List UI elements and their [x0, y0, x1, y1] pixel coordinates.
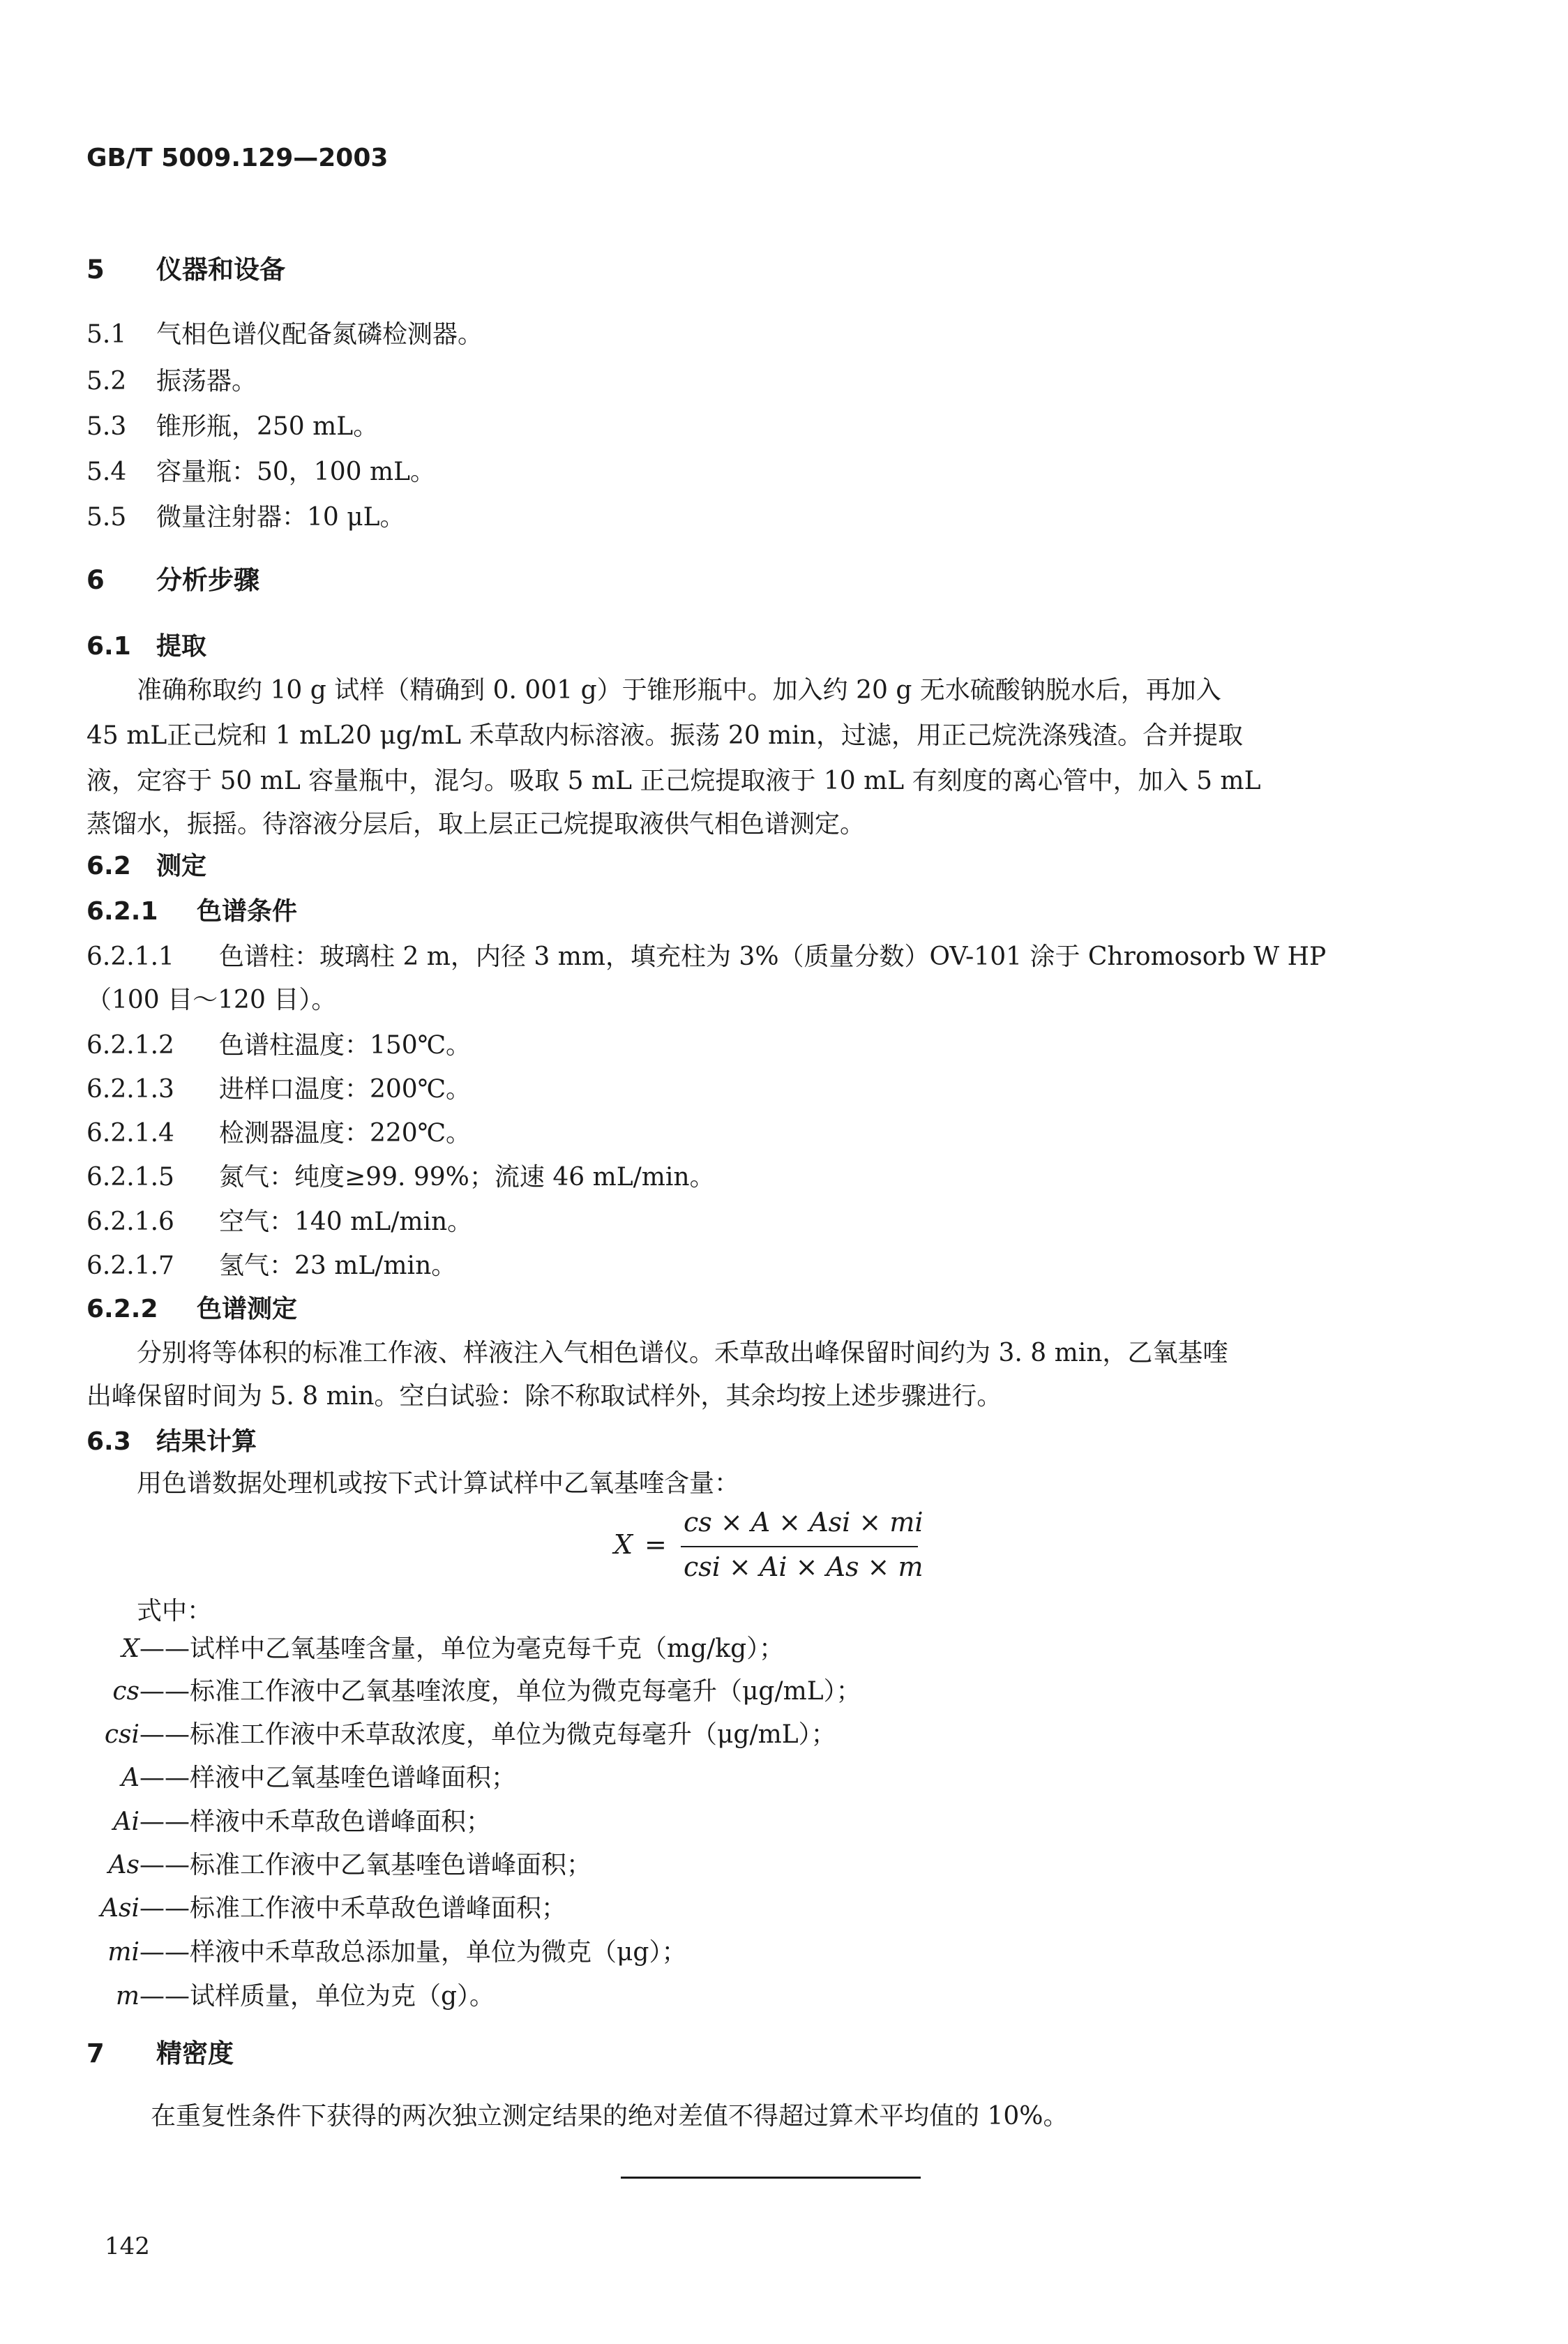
- variable-definition: [56, 1893, 566, 1924]
- variable-description: ——样液中禾草敌总添加量，单位为微克（μg）；: [140, 1938, 687, 1967]
- page-number: 142: [105, 2232, 150, 2260]
- variable-definition: [56, 1807, 491, 1838]
- list-item: [86, 502, 405, 533]
- section-title: 精密度: [156, 2038, 234, 2068]
- item-number: 6.2.1.1: [86, 942, 174, 971]
- item-number: 5.4: [86, 458, 127, 486]
- variable-symbol: csi: [104, 1720, 140, 1749]
- end-rule: [621, 2177, 921, 2179]
- item-number: 6.2.1.4: [86, 1119, 174, 1148]
- section-number: 7: [86, 2038, 105, 2068]
- item-text: 色谱柱：玻璃柱 2 m，内径 3 mm，填充柱为 3%（质量分数）OV-101 涂于 Chromosorb W HP: [219, 942, 1327, 971]
- item-continuation: （100 目～120 目）。: [86, 986, 337, 1014]
- paragraph-line: 蒸馏水，振摇。待溶液分层后，取上层正己烷提取液供气相色谱测定。: [86, 810, 866, 839]
- where-label: 式中：: [137, 1597, 213, 1625]
- paragraph-line: 用色谱数据处理机或按下式计算试样中乙氧基喹含量：: [137, 1469, 740, 1498]
- variable-definition: [56, 1676, 861, 1707]
- variable-definition: [56, 1937, 686, 1968]
- list-item: [86, 942, 1326, 972]
- variable-description: ——标准工作液中乙氧基喹色谱峰面积；: [140, 1851, 592, 1879]
- list-item: [86, 1251, 456, 1282]
- formula-equals: =: [644, 1529, 667, 1560]
- paragraph-line: 在重复性条件下获得的两次独立测定结果的绝对差值不得超过算术平均值的 10%。: [151, 2102, 1069, 2131]
- variable-symbol: Asi: [100, 1894, 140, 1923]
- subsection-number: 6.1: [86, 632, 131, 661]
- variable-symbol: cs: [112, 1677, 140, 1706]
- item-text: 进样口温度：200℃。: [219, 1075, 471, 1104]
- list-item: [86, 1162, 715, 1193]
- variable-description: ——标准工作液中乙氧基喹浓度，单位为微克每毫升（μg/mL）；: [140, 1677, 861, 1706]
- section-6-heading: [86, 565, 259, 596]
- item-number: 5.2: [86, 367, 127, 396]
- item-text: 氢气：23 mL/min。: [219, 1252, 457, 1280]
- list-item: [86, 1207, 472, 1238]
- paragraph-line: 45 mL正己烷和 1 mL20 μg/mL 禾草敌内标溶液。振荡 20 min，过滤，用正己烷洗涤残渣。合并提取: [86, 721, 1243, 750]
- item-text: 检测器温度：220℃。: [219, 1119, 471, 1148]
- formula-numerator: cs × A × Asi × mi: [684, 1507, 924, 1538]
- item-text: 色谱柱温度：150℃。: [219, 1031, 471, 1060]
- item-text: 氮气：纯度≥99. 99%；流速 46 mL/min。: [219, 1163, 715, 1192]
- variable-definition: [56, 1850, 591, 1881]
- variable-description: ——试样中乙氧基喹含量，单位为毫克每千克（mg/kg）；: [140, 1635, 785, 1663]
- variable-definition: [56, 1634, 784, 1665]
- variable-description: ——标准工作液中禾草敌色谱峰面积；: [140, 1894, 567, 1923]
- subsection-6-2-1-heading: [86, 896, 297, 927]
- variable-definition: [56, 1720, 836, 1750]
- subsection-title: 测定: [156, 852, 207, 880]
- section-title: 仪器和设备: [156, 255, 285, 285]
- list-item: [86, 412, 378, 442]
- list-item: [86, 457, 435, 488]
- item-number: 5.5: [86, 503, 127, 532]
- fraction-bar: [681, 1546, 918, 1547]
- subsection-title: 结果计算: [156, 1427, 257, 1456]
- item-number: 6.2.1.3: [86, 1075, 174, 1104]
- item-number: 5.3: [86, 412, 127, 441]
- formula-lhs: X: [614, 1529, 633, 1560]
- paragraph-line: 液，定容于 50 mL 容量瓶中，混匀。吸取 5 mL 正己烷提取液于 10 mL 有刻度的离心管中，加入 5 mL: [86, 767, 1261, 795]
- variable-description: ——试样质量，单位为克（g）。: [140, 1982, 495, 2011]
- document-code: GB/T 5009.129—2003: [86, 144, 389, 172]
- list-item: [86, 366, 257, 397]
- item-text: 空气：140 mL/min。: [219, 1208, 473, 1236]
- paragraph-line: 出峰保留时间为 5. 8 min。空白试验：除不称取试样外，其余均按上述步骤进行。: [86, 1382, 1002, 1411]
- item-text: 锥形瓶，250 mL。: [156, 412, 379, 441]
- subsection-number: 6.3: [86, 1427, 131, 1456]
- item-number: 6.2.1.5: [86, 1163, 174, 1192]
- subsection-title: 色谱测定: [197, 1295, 298, 1323]
- list-item: [86, 1074, 471, 1105]
- subsection-6-2-2-heading: [86, 1294, 297, 1325]
- item-text: 气相色谱仪配备氮磷检测器。: [156, 320, 483, 349]
- section-number: 6: [86, 565, 105, 595]
- variable-definition: [56, 1981, 495, 2012]
- subsection-number: 6.2.1: [86, 897, 158, 926]
- subsection-6-3-heading: [86, 1427, 257, 1457]
- list-item: [86, 1118, 471, 1149]
- section-number: 5: [86, 255, 105, 285]
- variable-description: ——样液中乙氧基喹色谱峰面积；: [140, 1764, 517, 1792]
- variable-symbol: mi: [107, 1938, 140, 1967]
- formula-denominator: csi × Ai × As × m: [684, 1552, 924, 1582]
- item-text: 微量注射器：10 μL。: [156, 503, 405, 532]
- subsection-6-1-heading: [86, 631, 206, 662]
- subsection-number: 6.2: [86, 852, 131, 880]
- item-number: 6.2.1.2: [86, 1031, 174, 1060]
- item-number: 5.1: [86, 320, 127, 349]
- subsection-title: 色谱条件: [197, 897, 298, 926]
- list-item: [86, 320, 483, 350]
- section-5-heading: [86, 255, 285, 285]
- paragraph-line: 分别将等体积的标准工作液、样液注入气相色谱仪。禾草敌出峰保留时间约为 3. 8 min，乙氧基喹: [137, 1339, 1228, 1367]
- item-text: 容量瓶：50，100 mL。: [156, 458, 436, 486]
- item-number: 6.2.1.6: [86, 1208, 174, 1236]
- variable-symbol: m: [115, 1982, 140, 2011]
- variable-description: ——标准工作液中禾草敌浓度，单位为微克每毫升（μg/mL）；: [140, 1720, 836, 1749]
- subsection-title: 提取: [156, 632, 207, 661]
- variable-symbol: X: [121, 1635, 140, 1663]
- section-7-heading: [86, 2038, 234, 2069]
- item-number: 6.2.1.7: [86, 1252, 174, 1280]
- variable-symbol: Ai: [113, 1808, 140, 1836]
- variable-definition: [56, 1763, 516, 1794]
- paragraph-line: 准确称取约 10 g 试样（精确到 0. 001 g）于锥形瓶中。加入约 20 g 无水硫酸钠脱水后，再加入: [137, 676, 1221, 705]
- variable-symbol: A: [121, 1764, 140, 1792]
- variable-symbol: As: [108, 1851, 140, 1879]
- item-text: 振荡器。: [156, 367, 257, 396]
- section-title: 分析步骤: [156, 565, 259, 595]
- subsection-number: 6.2.2: [86, 1295, 158, 1323]
- subsection-6-2-heading: [86, 851, 206, 882]
- list-item: [86, 1030, 471, 1061]
- variable-description: ——样液中禾草敌色谱峰面积；: [140, 1808, 492, 1836]
